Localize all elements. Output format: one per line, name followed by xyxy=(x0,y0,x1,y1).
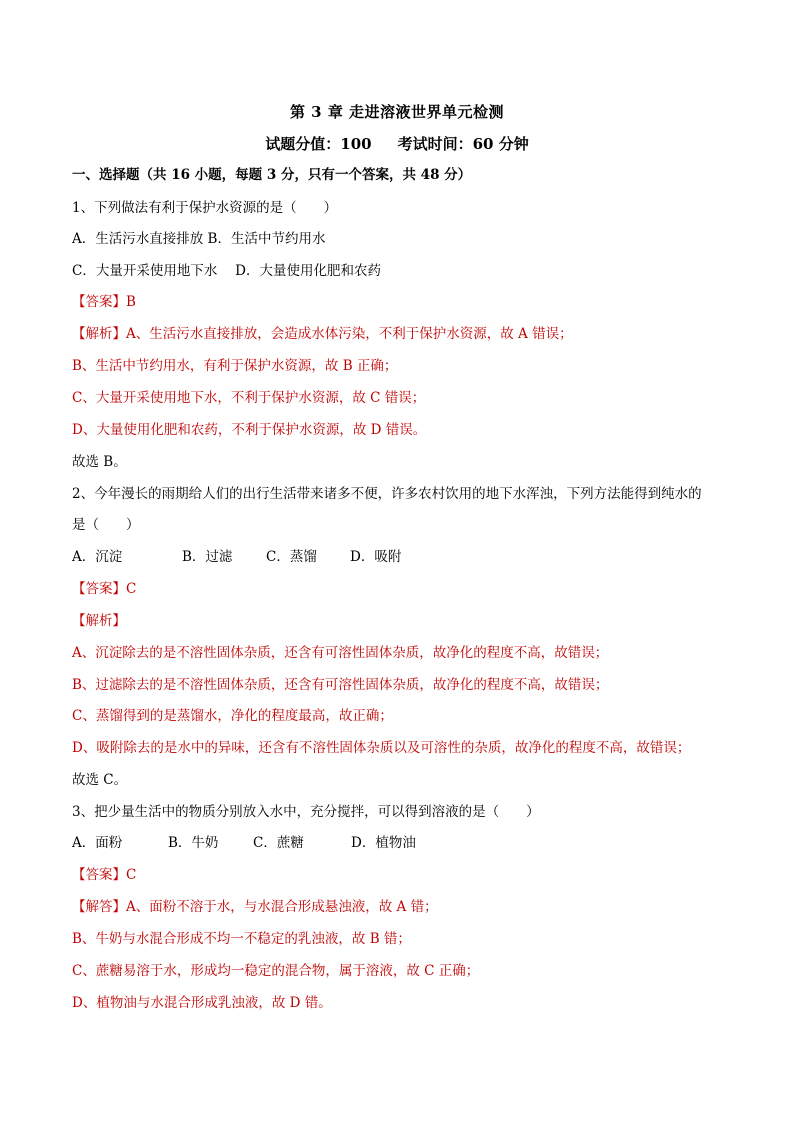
q2-options xyxy=(72,547,401,567)
q3-answer xyxy=(72,865,136,885)
q2-conclusion: 故选 C。 xyxy=(72,772,128,788)
q2-stem-line2: 是（ ） xyxy=(72,517,140,533)
q3-option-d: D．植物油 xyxy=(351,835,416,851)
q2-analysis-line4: D、吸附除去的是水中的异味，还含有不溶性固体杂质以及可溶性的杂质，故净化的程度不高，故错误； xyxy=(72,740,691,756)
exam-info xyxy=(0,133,794,154)
document-title: 第 3 章 走进溶液世界单元检测 xyxy=(289,103,505,121)
q1-stem: 1、下列做法有利于保护水资源的是（ ） xyxy=(72,200,338,216)
q3-option-b: B．牛奶 xyxy=(168,835,219,851)
q3-options xyxy=(72,833,416,853)
answer-value: C xyxy=(126,581,137,597)
q1-options-line2: C．大量开采使用地下水 D．大量使用化肥和农药 xyxy=(72,263,381,279)
q3-analysis-line2: B、牛奶与水混合形成不均一不稳定的乳浊液，故 B 错； xyxy=(72,931,411,947)
q3-analysis-line4: D、植物油与水混合形成乳浊液，故 D 错。 xyxy=(72,995,332,1011)
q3-analysis-line3: C、蔗糖易溶于水，形成均一稳定的混合物，属于溶液，故 C 正确； xyxy=(72,963,480,979)
q1-conclusion: 故选 B。 xyxy=(72,454,127,470)
answer-value: C xyxy=(126,867,137,883)
q2-analysis-line2: B、过滤除去的是不溶性固体杂质，还含有可溶性固体杂质，故净化的程度不高，故错误； xyxy=(72,677,609,693)
answer-tag: 【答案】 xyxy=(72,581,126,597)
q2-analysis-line1: A、沉淀除去的是不溶性固体杂质，还含有可溶性固体杂质，故净化的程度不高，故错误； xyxy=(72,645,609,661)
q2-stem-line1: 2、今年漫长的雨期给人们的出行生活带来诸多不便，许多农村饮用的地下水浑浊，下列方法能得到纯水的 xyxy=(72,486,702,502)
q2-option-c: C．蒸馏 xyxy=(266,549,317,565)
analysis-text: A、生活污水直接排放，会造成水体污染，不利于保护水资源，故 A 错误； xyxy=(126,326,573,342)
answer-tag: 【答案】 xyxy=(72,867,126,883)
answer-value: B xyxy=(126,294,136,310)
analysis-tag: 【解答】 xyxy=(72,899,126,915)
q1-analysis-line1 xyxy=(72,324,573,344)
score-label: 试题分值：100 xyxy=(265,135,372,153)
q1-answer xyxy=(72,292,136,312)
q2-analysis-tag: 【解析】 xyxy=(72,613,126,629)
q2-option-a: A．沉淀 xyxy=(72,549,123,565)
q3-option-a: A．面粉 xyxy=(72,835,123,851)
q3-option-c: C．蔗糖 xyxy=(253,835,304,851)
q3-stem: 3、把少量生活中的物质分别放入水中，充分搅拌，可以得到溶液的是（ ） xyxy=(72,804,540,820)
q2-answer xyxy=(72,579,136,599)
analysis-text: A、面粉不溶于水，与水混合形成悬浊液，故 A 错； xyxy=(126,899,438,915)
q1-options-line1: A．生活污水直接排放 B．生活中节约用水 xyxy=(72,231,326,247)
time-label: 考试时间：60 分钟 xyxy=(397,135,529,153)
q2-analysis-line3: C、蒸馏得到的是蒸馏水，净化的程度最高，故正确； xyxy=(72,708,393,724)
q2-option-b: B．过滤 xyxy=(182,549,233,565)
answer-tag: 【答案】 xyxy=(72,294,126,310)
analysis-tag: 【解析】 xyxy=(72,326,126,342)
q3-analysis-line1 xyxy=(72,897,438,917)
q1-analysis-line4: D、大量使用化肥和农药，不利于保护水资源，故 D 错误。 xyxy=(72,422,427,438)
q2-option-d: D．吸附 xyxy=(350,549,402,565)
q1-analysis-line3: C、大量开采使用地下水，不利于保护水资源，故 C 错误； xyxy=(72,390,426,406)
section-heading: 一、选择题（共 16 小题，每题 3 分，只有一个答案，共 48 分） xyxy=(72,167,472,183)
q1-analysis-line2: B、生活中节约用水，有利于保护水资源，故 B 正确； xyxy=(72,358,398,374)
